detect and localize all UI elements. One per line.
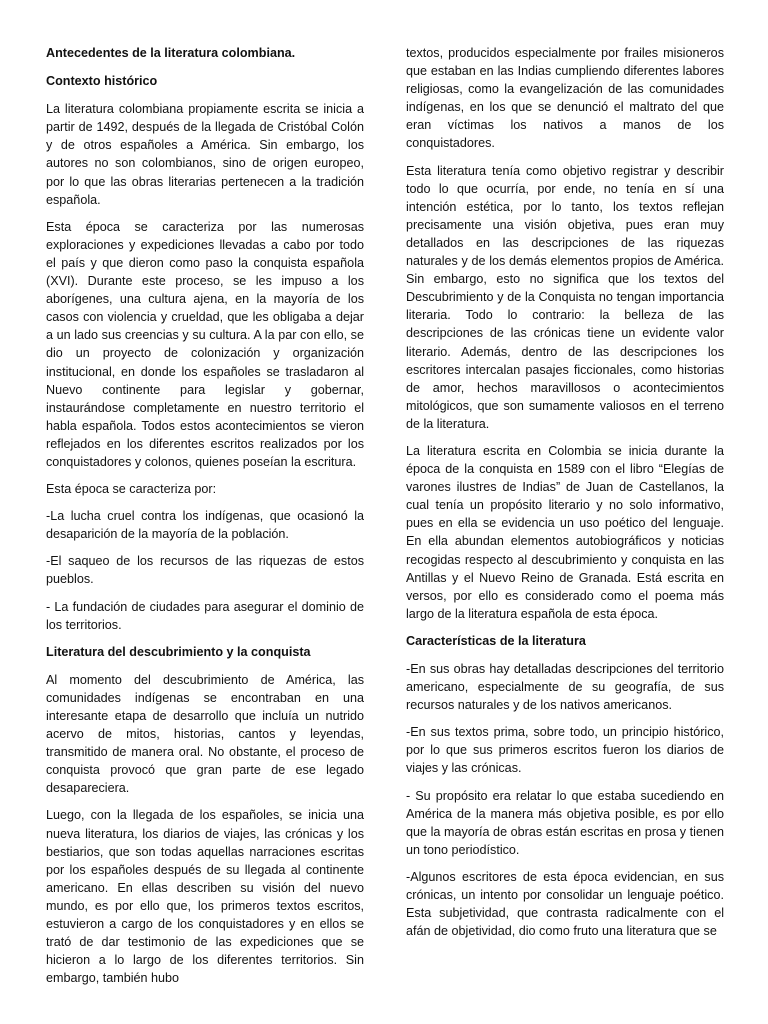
document-title: Antecedentes de la literatura colombiana. [46, 46, 296, 60]
list-item: -En sus textos prima, sobre todo, un principio histórico, por lo que sus primeros escritos fueron los diarios de viajes y las crónicas. [406, 725, 724, 776]
paragraph: Esta época se caracteriza por las numerosas exploraciones y expediciones llevadas a cabo por todo el país y que dieron como paso la conquista española (XVI). Durante este proceso, se les impuso a los aborígenes, una cultura ajena, en la mayoría de los casos con violencia y crueldad, que les obligaba a dejar a un lado sus creencias y su cultura. A la par con ello, se dio un proyecto de colonización y organización institucional, en donde los españoles se trasladaron al Nuevo continente para legislar y gobernar, instaurándose completamente en nuestro territorio el habla española. Todos estos acontecimientos se vieron reflejados en los diferentes escritos realizados por los conquistadores y colonos, quienes poseían la escritura. [46, 219, 364, 469]
paragraph: Esta época se caracteriza por: [46, 482, 217, 497]
list-item: - Su propósito era relatar lo que estaba sucediendo en América de la manera más objetiva posible, es por ello que la mayoría de obras están escritas en prosa y tienen un tono periodístico. [406, 788, 724, 857]
list-item: -El saqueo de los recursos de las riquezas de estos pueblos. [46, 554, 364, 587]
section-heading-context: Contexto histórico [46, 74, 158, 89]
paragraph: Luego, con la llegada de los españoles, se inicia una nueva literatura, los diarios de viajes, las crónicas y los bestiarios, que son todas aquellas narraciones escritas por los españoles después de su llegada al continente americano. En ellas describen su visión del nuevo mundo, es por ello que, los primeros textos escritos, estuvieron a cargo de los conquistadores y en ellos se trató de dar testimonio de las expediciones que se hicieron a lo largo de los diferentes territorios. Sin embargo, también hubo [46, 808, 364, 986]
paragraph: Al momento del descubrimiento de América, las comunidades indígenas se encontraban en una interesante etapa de desarrollo que incluía un nutrido acervo de mitos, historias, cantos y leyendas, transmitido de manera oral. No obstante, el proceso de conquista provocó que gran parte de ese legado desapareciera. [46, 672, 364, 796]
list-item: -Algunos escritores de esta época evidencian, en sus crónicas, un intento por consolidar un lenguaje poético. Esta subjetividad, que contrasta radicalmente con el afán de objetividad, dio como fruto una literatura que se [406, 869, 724, 939]
list-item: - La fundación de ciudades para asegurar el dominio de los territorios. [46, 599, 364, 632]
list-item: -En sus obras hay detalladas descripciones del territorio americano, especialmente de su geografía, de sus recursos naturales y de los nativos americanos. [406, 662, 724, 713]
section-heading-literature: Literatura del descubrimiento y la conquista [46, 644, 311, 659]
paragraph: La literatura escrita en Colombia se inicia durante la época de la conquista en 1589 con el libro “Elegías de varones ilustres de Indias” de Juan de Castellanos, la cual tenía un propósito literario y no solo informativo, pues en ella se evidencia un uso poético del lenguaje. En ella abundan elementos autobiográficos y noticias recogidas respecto al descubrimiento y conquista en las Antillas y el Nuevo Reino de Granada. Está escrita en versos, por ello es considerado como el poema más largo de la literatura española de esta época. [406, 443, 724, 621]
paragraph: textos, producidos especialmente por frailes misioneros que estaban en las Indias cumpliendo diferentes labores religiosas, como la evangelización de las comunidades indígenas, en los que se denunció el maltrato del que eran víctimas los nativos a manos de los conquistadores. [406, 46, 724, 151]
list-item: -La lucha cruel contra los indígenas, que ocasionó la desaparición de la mayoría de la población. [46, 509, 364, 542]
section-heading-characteristics: Características de la literatura [406, 633, 586, 648]
left-column [46, 44, 364, 1024]
paragraph: La literatura colombiana propiamente escrita se inicia a partir de 1492, después de la llegada de Cristóbal Colón y de otros españoles a América. Sin embargo, los autores no son colombianos, sino de origen europeo, por lo que las obras literarias pertenecen a la tradición española. [46, 102, 364, 207]
paragraph: Esta literatura tenía como objetivo registrar y describir todo lo que ocurría, por ende, no tenía en sí una intención estética, por lo tanto, los textos reflejan precisamente una visión objetiva, pues eran muy detallados en las descripciones de las riquezas naturales y de los demás elementos propios de América. Sin embargo, esto no significa que los textos del Descubrimiento y de la Conquista no tengan importancia literaria. Todo lo contrario: la belleza de las descripciones de las crónicas tiene un evidente valor literario. Además, dentro de las descripciones los escritores intercalan pasajes ficcionales, como historias de amor, hechos maravillosos o acontecimientos mitológicos, que son sumamente valiosos en el terreno de la literatura. [406, 163, 724, 431]
right-column [406, 44, 724, 1024]
